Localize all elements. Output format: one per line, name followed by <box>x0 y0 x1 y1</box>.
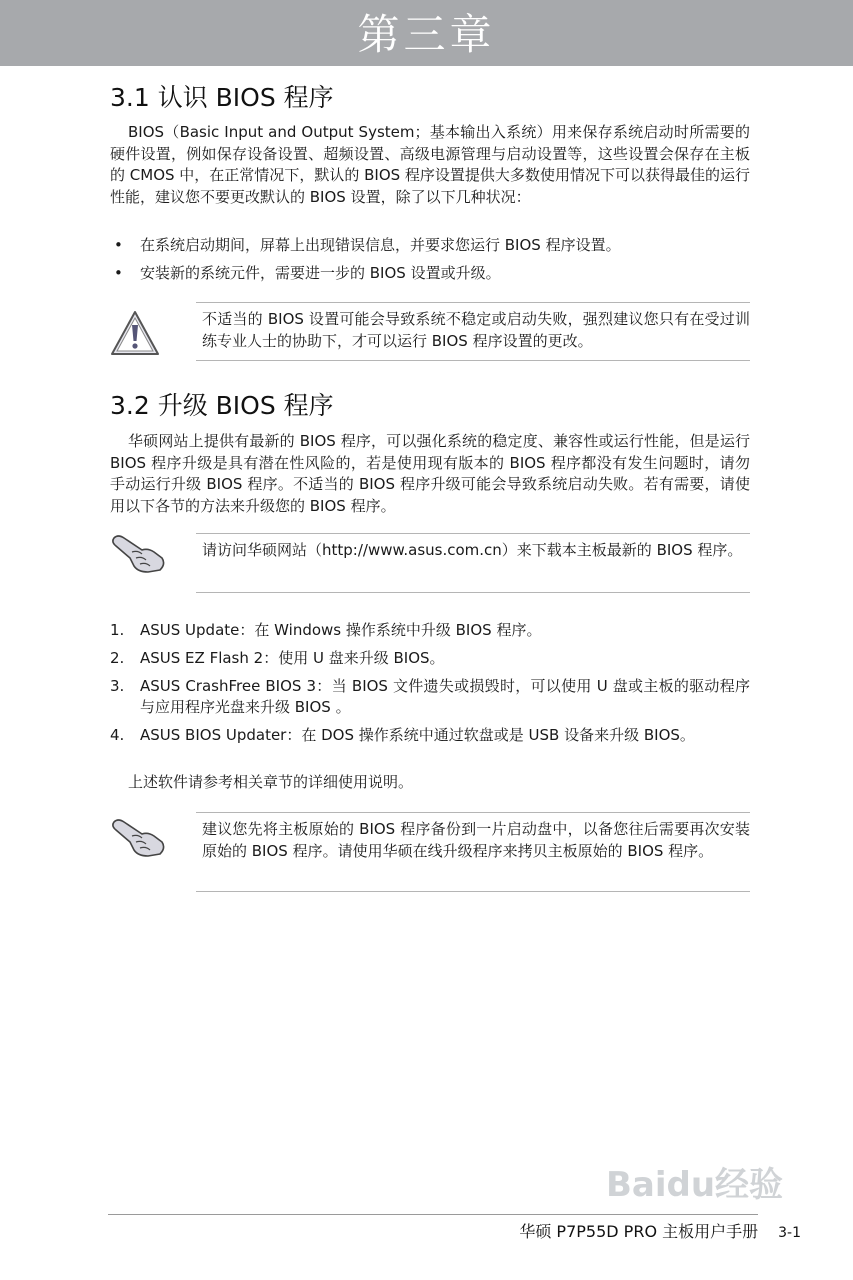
chapter-banner <box>0 0 853 66</box>
list-item: 4. ASUS BIOS Updater：在 DOS 操作系统中通过软盘或是 USB 设备来升级 BIOS。 <box>110 726 695 744</box>
closing-sentence: 上述软件请参考相关章节的详细使用说明。 <box>128 773 414 791</box>
list-item: 1. ASUS Update：在 Windows 操作系统中升级 BIOS 程序。 <box>110 621 542 639</box>
section-heading-3-1: 3.1 认识 BIOS 程序 <box>110 83 334 112</box>
baidu-watermark: Baidu经验 <box>606 1165 784 1205</box>
warning-triangle-icon <box>108 308 162 362</box>
list-item: • 安装新的系统元件，需要进一步的 BIOS 设置或升级。 <box>114 264 501 282</box>
update-methods-list <box>110 620 750 753</box>
page-footer <box>519 1219 801 1242</box>
pointing-hand-icon <box>108 528 168 580</box>
footer-divider <box>108 1214 758 1215</box>
pointing-hand-icon <box>108 812 168 864</box>
section-heading-3-2: 3.2 升级 BIOS 程序 <box>110 391 334 420</box>
page-number: 3-1 <box>778 1225 801 1241</box>
info-note-backup: 建议您先将主板原始的 BIOS 程序备份到一片启动盘中，以备您往后需要再次安装原始的 BIOS 程序。请使用华硕在线升级程序来拷贝主板原始的 BIOS 程序。 <box>196 812 750 892</box>
warning-note: 不适当的 BIOS 设置可能会导致系统不稳定或启动失败，强烈建议您只有在受过训练专业人士的协助下，才可以运行 BIOS 程序设置的更改。 <box>196 302 750 361</box>
section-3-1-bullets <box>110 235 750 291</box>
list-item: • 在系统启动期间，屏幕上出现错误信息，并要求您运行 BIOS 程序设置。 <box>114 236 621 254</box>
list-item: 2. ASUS EZ Flash 2：使用 U 盘来升级 BIOS。 <box>110 649 445 667</box>
info-note-website: 请访问华硕网站（http://www.asus.com.cn）来下载本主板最新的 BIOS 程序。 <box>196 533 750 593</box>
manual-title: 华硕 P7P55D PRO 主板用户手册 <box>519 1222 759 1241</box>
section-3-2-intro: 华硕网站上提供有最新的 BIOS 程序，可以强化系统的稳定度、兼容性或运行性能，但是运行 BIOS 程序升级是具有潜在性风险的，若是使用现有版本的 BIOS 程序都没有发生问题时，请勿手动运行升级 BIOS 程序。不适当的 BIOS 程序升级可能会导致系统启动失败。若有需要，请使用以下各节的方法来升级您的 BIOS 程序。 <box>110 432 750 515</box>
section-3-1-intro: BIOS（Basic Input and Output System；基本输出入系统）用来保存系统启动时所需要的硬件设置，例如保存设备设置、超频设置、高级电源管理与启动设置等，这些设置会保存在主板的 CMOS 中，在正常情况下，默认的 BIOS 程序设置提供大多数使用情况下可以获得最佳的运行性能，建议您不要更改默认的 BIOS 设置，除了以下几种状况： <box>110 123 750 206</box>
chapter-title: 第三章 <box>357 10 496 59</box>
list-item: 3. ASUS CrashFree BIOS 3：当 BIOS 文件遗失或损毁时，可以使用 U 盘或主板的驱动程序与应用程序光盘来升级 BIOS 。 <box>110 677 750 716</box>
